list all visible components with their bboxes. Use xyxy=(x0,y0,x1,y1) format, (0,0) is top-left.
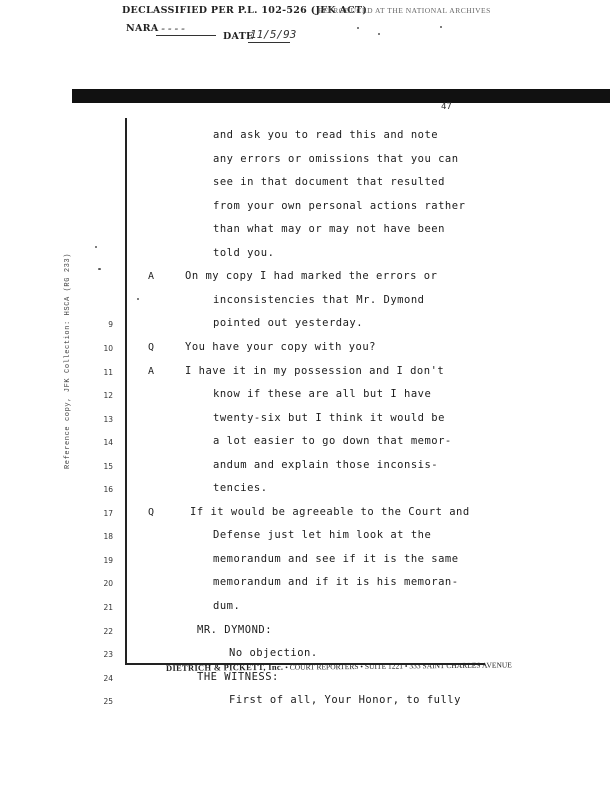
line-text: andum and explain those inconsis- xyxy=(213,459,439,471)
reproduction-notice: REPRODUCED AT THE NATIONAL ARCHIVES xyxy=(318,6,491,15)
line-number: 23 xyxy=(103,650,113,659)
line-number: 17 xyxy=(103,509,113,518)
page-number: 47 xyxy=(441,102,452,112)
firm-name: DIETRICH & PICKETT, Inc. xyxy=(165,661,284,673)
footer-dot: • xyxy=(285,662,290,672)
line-number: 12 xyxy=(103,391,113,400)
line-text: and ask you to read this and note xyxy=(213,129,439,141)
service-label: COURT REPORTERS xyxy=(289,661,359,672)
line-number: 15 xyxy=(103,462,113,471)
line-number: 21 xyxy=(103,603,113,612)
line-text: told you. xyxy=(213,247,275,259)
line-number: 16 xyxy=(103,485,113,494)
line-number: 11 xyxy=(103,368,113,377)
line-text: know if these are all but I have xyxy=(213,388,432,400)
line-number: 18 xyxy=(103,532,113,541)
line-text: MR. DYMOND: xyxy=(197,624,273,636)
nara-value: ---- xyxy=(160,22,187,35)
suite-label: SUITE 1221 xyxy=(364,661,404,671)
scan-speck xyxy=(357,27,359,29)
date-underline xyxy=(248,42,290,43)
line-text: dum. xyxy=(213,600,241,612)
address-label: 333 SAINT CHARLES AVENUE xyxy=(409,660,512,671)
line-number: 9 xyxy=(108,320,113,329)
scan-speck xyxy=(95,246,97,248)
speaker-marker: Q xyxy=(148,342,155,353)
line-number: 19 xyxy=(103,556,113,565)
line-text: You have your copy with you? xyxy=(185,341,377,353)
line-text: Defense just let him look at the xyxy=(213,529,432,541)
line-number: 14 xyxy=(103,438,113,447)
line-text: inconsistencies that Mr. Dymond xyxy=(213,294,425,306)
line-text: any errors or omissions that you can xyxy=(213,153,459,165)
line-text: If it would be agreeable to the Court and xyxy=(190,506,470,518)
speaker-marker: A xyxy=(148,366,155,377)
line-text: THE WITNESS: xyxy=(197,671,279,683)
line-text: No objection. xyxy=(229,647,318,659)
footer-dot: • xyxy=(404,661,410,671)
line-number: 24 xyxy=(103,674,113,683)
line-text: twenty-six but I think it would be xyxy=(213,412,445,424)
transcript-left-border xyxy=(125,118,127,664)
reference-copy-note: Reference copy, JFK Collection: HSCA (RG 233) xyxy=(64,252,72,469)
line-text: pointed out yesterday. xyxy=(213,317,364,329)
court-reporter-footer xyxy=(166,659,512,673)
line-text: a lot easier to go down that memor- xyxy=(213,435,452,447)
line-text: than what may or may not have been xyxy=(213,223,445,235)
date-label: DATE xyxy=(223,31,254,42)
line-text: On my copy I had marked the errors or xyxy=(185,270,438,282)
declassification-stamp: DECLASSIFIED PER P.L. 102-526 (JFK ACT) xyxy=(122,5,368,16)
line-text: from your own personal actions rather xyxy=(213,200,466,212)
scan-speck xyxy=(440,26,442,28)
scan-speck xyxy=(98,268,101,270)
line-number: 25 xyxy=(103,697,113,706)
line-number: 22 xyxy=(103,627,113,636)
top-scan-band xyxy=(72,89,610,103)
line-text: I have it in my possession and I don't xyxy=(185,365,445,377)
line-text: memorandum and see if it is the same xyxy=(213,553,459,565)
speaker-marker: Q xyxy=(148,507,155,518)
line-text: First of all, Your Honor, to fully xyxy=(229,694,461,706)
nara-underline xyxy=(156,35,216,36)
speaker-marker: A xyxy=(148,271,155,282)
scan-speck xyxy=(137,298,139,300)
date-value: 11/5/93 xyxy=(250,28,297,41)
footer-dot: • xyxy=(360,661,365,671)
line-number: 20 xyxy=(103,579,113,588)
nara-label: NARA xyxy=(126,23,159,34)
line-number: 10 xyxy=(103,344,113,353)
scan-speck xyxy=(378,33,380,35)
line-text: see in that document that resulted xyxy=(213,176,445,188)
line-number: 13 xyxy=(103,415,113,424)
line-text: memorandum and if it is his memoran- xyxy=(213,576,459,588)
line-text: tencies. xyxy=(213,482,268,494)
